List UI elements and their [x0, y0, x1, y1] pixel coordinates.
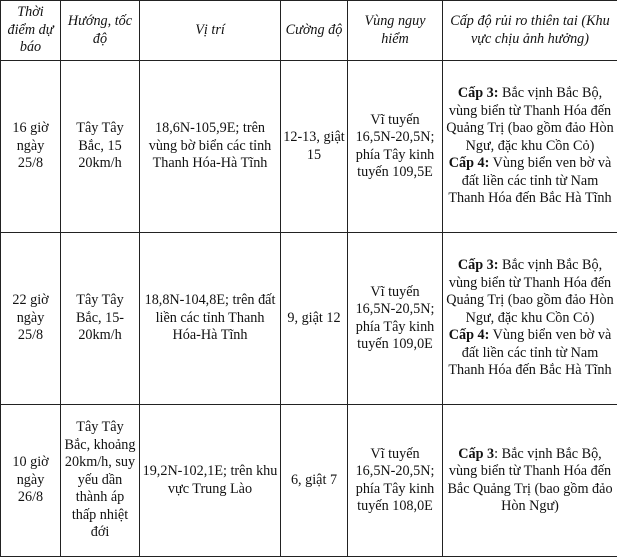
cell-direction: Tây Tây Bắc, 15-20km/h [61, 233, 140, 405]
risk-entry [445, 446, 615, 516]
table-row [1, 233, 617, 405]
cell-intensity: 6, giật 7 [281, 405, 348, 557]
cell-position: 19,2N-102,1E; trên khu vực Trung Lào [140, 405, 281, 557]
risk-entry [445, 155, 615, 208]
risk-area-text: Bắc vịnh Bắc Bộ, vùng biển từ Thanh Hóa đến Quảng Trị (bao gồm đảo Hòn Ngư, đặc khu Cồn Cỏ) [446, 85, 614, 154]
risk-entry [445, 85, 615, 155]
cell-risk [443, 233, 617, 405]
risk-level-label: Cấp 3: [457, 257, 499, 274]
header-position: Vị trí [140, 1, 281, 61]
cell-time: 10 giờ ngày 26/8 [1, 405, 61, 557]
cell-time: 16 giờ ngày 25/8 [1, 61, 61, 233]
cell-direction: Tây Tây Bắc, 15 20km/h [61, 61, 140, 233]
header-risk-level: Cấp độ rủi ro thiên tai (Khu vực chịu ảnh hưởng) [443, 1, 617, 61]
table-row [1, 61, 617, 233]
risk-level-label: Cấp 4: [448, 155, 490, 172]
cell-risk [443, 61, 617, 233]
risk-area-text: Bắc vịnh Bắc Bộ, vùng biển từ Thanh Hóa đến Quảng Trị (bao gồm đảo Hòn Ngư, đặc khu Cồn Cỏ) [446, 257, 614, 326]
header-intensity: Cường độ [281, 1, 348, 61]
risk-entry [445, 327, 615, 380]
cell-danger-zone: Vĩ tuyến 16,5N-20,5N; phía Tây kinh tuyến 109,5E [348, 61, 443, 233]
risk-level-label: Cấp 4: [448, 327, 490, 344]
risk-area-text: Vùng biển ven bờ và đất liền các tỉnh từ Nam Thanh Hóa đến Bắc Hà Tĩnh [448, 327, 612, 379]
risk-area-text: : Bắc vịnh Bắc Bộ, vùng biển từ Thanh Hóa đến Bắc Quảng Trị (bao gồm đảo Hòn Ngư) [447, 445, 613, 514]
header-time: Thời điểm dự báo [1, 1, 61, 61]
risk-entry [445, 257, 615, 327]
header-row [1, 1, 617, 61]
cell-danger-zone: Vĩ tuyến 16,5N-20,5N; phía Tây kinh tuyến 109,0E [348, 233, 443, 405]
cell-position: 18,8N-104,8E; trên đất liền các tỉnh Thanh Hóa-Hà Tĩnh [140, 233, 281, 405]
cell-risk [443, 405, 617, 557]
cell-time: 22 giờ ngày 25/8 [1, 233, 61, 405]
header-direction: Hướng, tốc độ [61, 1, 140, 61]
cell-position: 18,6N-105,9E; trên vùng bờ biển các tỉnh Thanh Hóa-Hà Tĩnh [140, 61, 281, 233]
risk-level-label: Cấp 3 [458, 445, 495, 462]
risk-level-label: Cấp 3: [457, 85, 499, 102]
cell-intensity: 12-13, giật 15 [281, 61, 348, 233]
cell-danger-zone: Vĩ tuyến 16,5N-20,5N; phía Tây kinh tuyến 108,0E [348, 405, 443, 557]
header-danger-zone: Vùng nguy hiểm [348, 1, 443, 61]
cell-intensity: 9, giật 12 [281, 233, 348, 405]
cell-direction: Tây Tây Bắc, khoảng 20km/h, suy yếu dần thành áp thấp nhiệt đới [61, 405, 140, 557]
table-row [1, 405, 617, 557]
risk-area-text: Vùng biển ven bờ và đất liền các tỉnh từ Nam Thanh Hóa đến Bắc Hà Tĩnh [448, 155, 612, 207]
